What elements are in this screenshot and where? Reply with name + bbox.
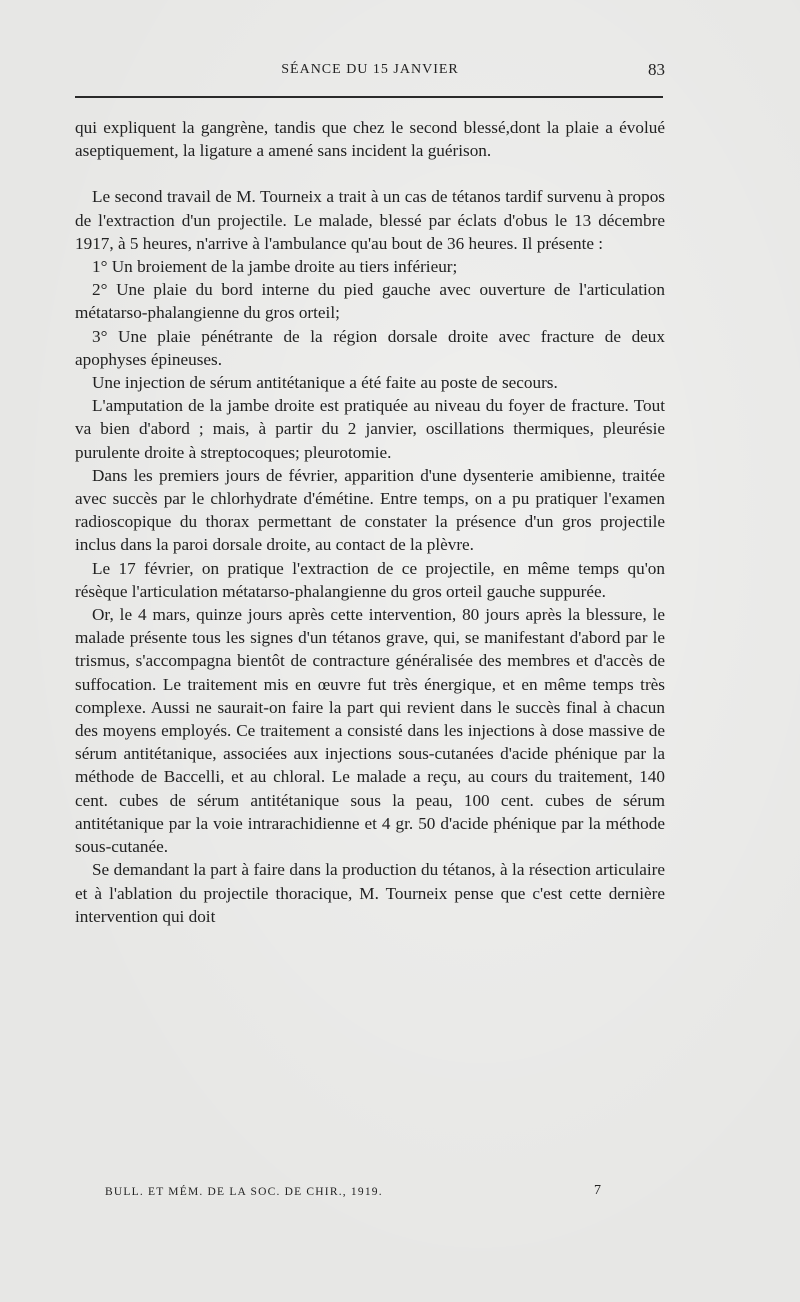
running-head (75, 62, 665, 82)
paragraph: Le 17 février, on pratique l'extraction de ce projectile, en même temps qu'on résèque l'articulation métatarso-phalangienne du gros orteil gauche suppurée. (75, 558, 665, 601)
body-text (75, 116, 665, 928)
running-title: SÉANCE DU 15 JANVIER (281, 62, 459, 77)
paragraph: 2° Une plaie du bord interne du pied gauche avec ouverture de l'articulation métatarso-phalangienne du gros orteil; (75, 280, 665, 323)
footer-citation: BULL. ET MÉM. DE LA SOC. DE CHIR., 1919. (105, 1186, 383, 1198)
header-rule (75, 96, 663, 98)
paragraph: L'amputation de la jambe droite est pratiquée au niveau du foyer de fracture. Tout va bien d'abord ; mais, à partir du 2 janvier, oscillations thermiques, pleurésie purulente droite à streptocoques; pleurotomie. (75, 396, 665, 462)
paragraph: Dans les premiers jours de février, apparition d'une dysenterie amibienne, traitée avec succès par le chlorhydrate d'émétine. Entre temps, on a pu pratiquer l'examen radioscopique du thorax permettant de constater la présence d'un gros projectile inclus dans la paroi dorsale droite, au contact de la plèvre. (75, 465, 665, 555)
paragraph: Une injection de sérum antitétanique a été faite au poste de secours. (92, 373, 558, 393)
paragraph: Se demandant la part à faire dans la production du tétanos, à la résection articulaire et à l'ablation du projectile thoracique, M. Tourneix pense que c'est cette dernière intervention qui doit (75, 860, 665, 926)
paragraph: Or, le 4 mars, quinze jours après cette intervention, 80 jours après la blessure, le malade présente tous les signes d'un tétanos grave, qui, se manifestant d'abord par le trismus, s'accompagna bientôt de contracture généralisée des membres et d'accès de suffocation. Le traitement mis en œuvre fut très énergique, et en même temps très complexe. Aussi ne saurait-on faire la part qui revient dans le succès final à chacun des moyens employés. Ce traitement a consisté dans les injections à dose massive de sérum antitétanique, associées aux injections sous-cutanées d'acide phénique par la méthode de Baccelli, et au chloral. Le malade a reçu, au cours du traitement, 140 cent. cubes de sérum antitétanique sous la peau, 100 cent. cubes de sérum antitétanique par la voie intrarachidienne et 4 gr. 50 d'acide phénique par la méthode sous-cutanée. (75, 605, 665, 857)
signature-mark: 7 (594, 1183, 601, 1198)
page-number: 83 (648, 60, 665, 79)
paragraph: Le second travail de M. Tourneix a trait à un cas de tétanos tardif survenu à propos de l'extraction d'un projectile. Le malade, blessé par éclats d'obus le 13 décembre 1917, à 5 heures, n'arrive à l'ambulance qu'au bout de 36 heures. Il présente : (75, 187, 665, 253)
paragraph: qui expliquent la gangrène, tandis que chez le second blessé,dont la plaie a évolué aseptiquement, la ligature a amené sans incident la guérison. (75, 118, 665, 161)
paragraph: 3° Une plaie pénétrante de la région dorsale droite avec fracture de deux apophyses épineuses. (75, 326, 665, 369)
paragraph: 1° Un broiement de la jambe droite au tiers inférieur; (92, 257, 458, 277)
